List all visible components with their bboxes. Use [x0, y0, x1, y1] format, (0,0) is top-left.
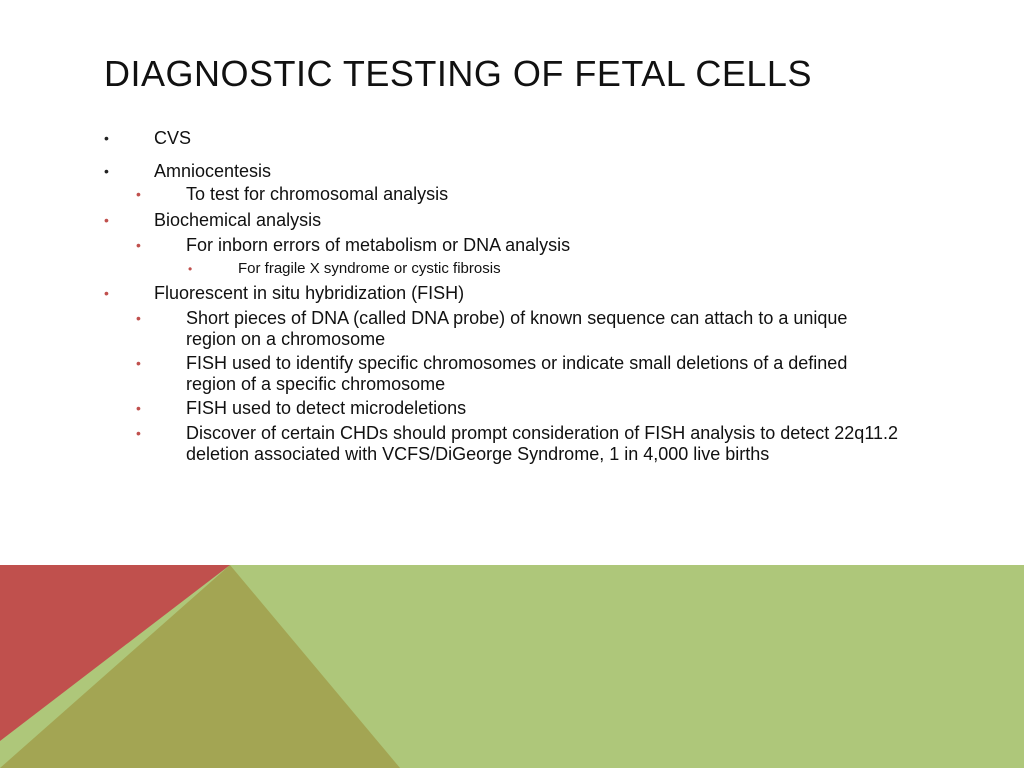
bullet-marker: • — [104, 130, 109, 146]
bullet-marker: • — [136, 237, 141, 253]
bullet-text: To test for chromosomal analysis — [186, 184, 449, 204]
bullet-text: Amniocentesis — [154, 161, 272, 181]
bullet-text: Discover of certain CHDs should prompt consideration of FISH analysis to detect 22q11.2 deletion associated with VCFS/DiGeorge Syndrome, 1 in 4,000 live births — [186, 423, 899, 464]
bullet-marker: • — [188, 262, 193, 276]
bullet-text: For inborn errors of metabolism or DNA analysis — [186, 235, 571, 255]
bullet-text: Fluorescent in situ hybridization (FISH) — [154, 283, 465, 303]
bullet-marker: • — [136, 400, 141, 416]
bullet-marker: • — [136, 186, 141, 202]
bullet-text: Biochemical analysis — [154, 210, 322, 230]
bullet-marker: • — [136, 355, 141, 371]
bullet-text: For fragile X syndrome or cystic fibrosis — [238, 260, 501, 277]
bullet-marker: • — [104, 285, 109, 301]
bullet-marker: • — [136, 425, 141, 441]
footer-decoration — [0, 565, 1024, 768]
bullet-marker: • — [104, 212, 109, 228]
bullet-marker: • — [104, 163, 109, 179]
bullet-text: CVS — [154, 128, 192, 148]
bullet-marker: • — [136, 310, 141, 326]
bullet-text: FISH used to identify specific chromosomes or indicate small deletions of a defined region of a specific chromosome — [186, 353, 848, 394]
slide-title: DIAGNOSTIC TESTING OF FETAL CELLS — [104, 53, 812, 94]
bullet-text: FISH used to detect microdeletions — [186, 398, 467, 418]
bullet-text: Short pieces of DNA (called DNA probe) of known sequence can attach to a unique region on a chromosome — [186, 308, 848, 349]
